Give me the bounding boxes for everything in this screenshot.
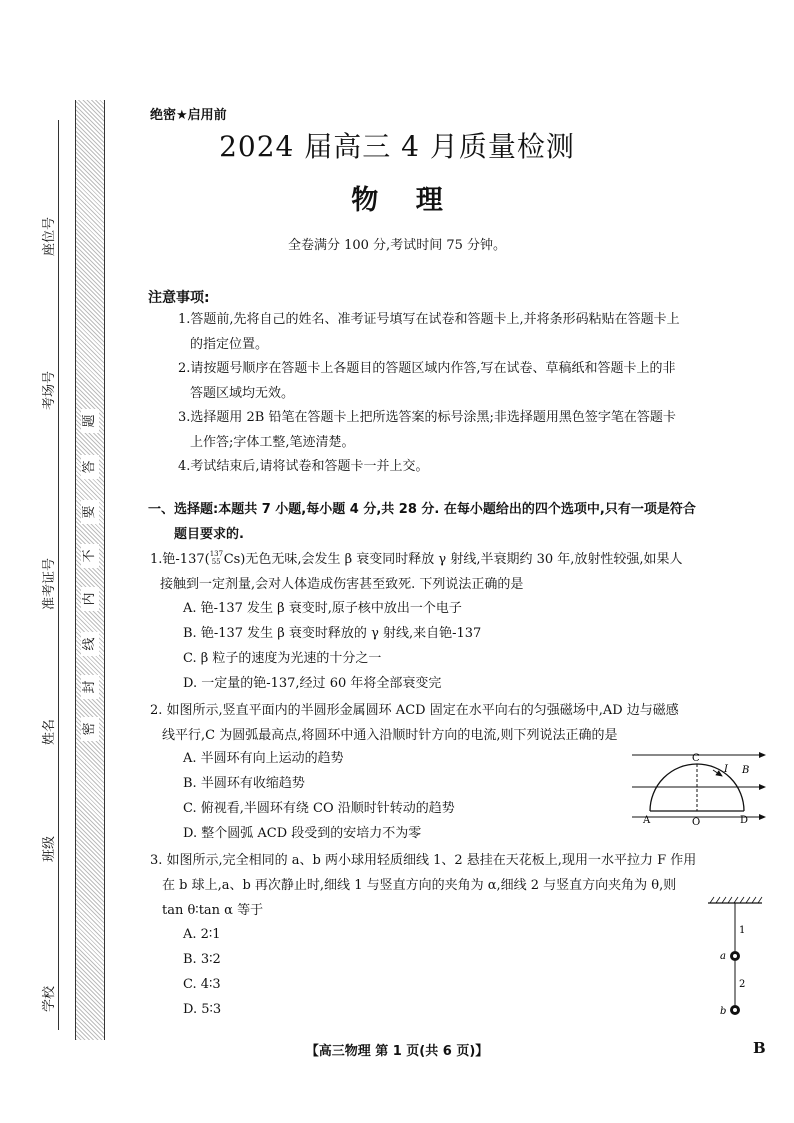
school-label: 学校 <box>42 985 57 1012</box>
q1-option-a: A. 铯-137 发生 β 衰变时,原子核中放出一个电子 <box>183 601 462 616</box>
q3-option-d: D. 5∶3 <box>183 1002 222 1017</box>
seal-char: 要 <box>81 500 99 524</box>
notes-heading: 注意事项: <box>148 290 210 306</box>
q2-text: 2. 如图所示,竖直平面内的半圆形金属圆环 ACD 固定在水平向右的匀强磁场中,AD 边与磁感 <box>150 703 679 718</box>
q1-option-c: C. β 粒子的速度为光速的十分之一 <box>183 651 382 666</box>
q1-option-d: D. 一定量的铯-137,经过 60 年将全部衰变完 <box>183 676 442 691</box>
label-d: D <box>740 815 749 826</box>
label-ball-a: a <box>720 951 726 962</box>
q3-text: 3. 如图所示,完全相同的 a、b 两小球用轻质细线 1、2 悬挂在天花板上,现用一水平拉力 F 作用 <box>150 853 697 868</box>
isotope-mass: 137 <box>209 550 224 558</box>
note-text: 的指定位置。 <box>190 337 269 352</box>
ceiling-hatch <box>710 897 762 903</box>
question-1 <box>150 547 770 597</box>
note-text: 答题前,先将自己的姓名、准考证号填写在试卷和答题卡上,并将条形码粘贴在答题卡上 <box>190 312 680 327</box>
note-number: 2. <box>178 361 191 376</box>
class-label: 班级 <box>42 835 57 862</box>
seal-char: 不 <box>81 544 99 568</box>
label-b: B <box>742 765 750 776</box>
note-number: 1. <box>178 312 191 327</box>
q3-figure <box>700 893 770 1023</box>
note-text: 考试结束后,请将试卷和答题卡一并上交。 <box>190 459 429 474</box>
seat-number-label: 座位号 <box>42 216 57 256</box>
section-line: 一、选择题:本题共 7 小题,每小题 4 分,共 28 分. 在每小题给出的四个选项中,只有一项是符合 <box>148 502 696 517</box>
label-a: A <box>643 815 651 826</box>
q3-option-b: B. 3∶2 <box>183 952 221 967</box>
note-number: 4. <box>178 459 191 474</box>
page-title: 2024 届高三 4 月质量检测 <box>219 130 575 163</box>
label-i: I <box>724 764 728 775</box>
q2-option-b: B. 半圆环有收缩趋势 <box>183 776 305 791</box>
secret-label: 绝密★启用前 <box>150 108 227 123</box>
label-ball-b: b <box>720 1006 727 1017</box>
seal-char: 内 <box>81 587 99 611</box>
question-3 <box>150 848 770 923</box>
seal-char: 封 <box>81 675 99 699</box>
isotope-notation <box>210 551 224 567</box>
note-item <box>178 307 768 357</box>
q1-text: Cs)无色无味,会发生 β 衰变同时释放 γ 射线,半衰期约 30 年,放射性较强,如果人 <box>223 552 683 567</box>
q2-option-c: C. 俯视看,半圆环有绕 CO 沿顺时针转动的趋势 <box>183 801 455 816</box>
exam-room-label: 考场号 <box>42 370 57 410</box>
note-item <box>178 454 768 479</box>
section-line: 题目要求的. <box>174 527 244 542</box>
seal-char: 线 <box>81 632 99 656</box>
q2-text: 线平行,C 为圆弧最高点,将圆环中通入沿顺时针方向的电流,则下列说法正确的是 <box>162 728 618 743</box>
note-item <box>178 405 768 455</box>
q3-text: 在 b 球上,a、b 再次静止时,细线 1 与竖直方向的夹角为 α,细线 2 与竖直方向夹角为 θ,则 <box>162 878 677 893</box>
q1-option-b: B. 铯-137 发生 β 衰变时释放的 γ 射线,来自铯-137 <box>183 626 482 641</box>
subject-title: 物 理 <box>351 185 443 216</box>
binding-line <box>58 120 59 1030</box>
note-text: 上作答;字体工整,笔迹清楚。 <box>190 435 355 450</box>
isotope-z: 55 <box>211 558 221 566</box>
q2-figure <box>630 745 770 830</box>
label-o: O <box>692 817 701 828</box>
q2-option-d: D. 整个圆弧 ACD 段受到的安培力不为零 <box>183 826 422 841</box>
page-footer: 【高三物理 第 1 页(共 6 页)】 <box>305 1044 489 1059</box>
question-2 <box>150 698 770 748</box>
q3-text: tan θ∶tan α 等于 <box>162 903 264 918</box>
name-label: 姓名 <box>42 718 57 745</box>
label-string-2: 2 <box>739 979 746 990</box>
admission-number-label: 准考证号 <box>42 557 57 610</box>
q1-text: 1.铯-137( <box>150 552 210 567</box>
paper-version: B <box>753 1039 766 1057</box>
label-string-1: 1 <box>739 925 746 936</box>
note-text: 请按题号顺序在答题卡上各题目的答题区域内作答,写在试卷、草稿纸和答题卡上的非 <box>190 361 676 376</box>
note-text: 答题区域均无效。 <box>190 386 295 401</box>
q1-text: 接触到一定剂量,会对人体造成伤害甚至致死. 下列说法正确的是 <box>160 577 524 592</box>
score-line: 全卷满分 100 分,考试时间 75 分钟。 <box>287 238 507 253</box>
seal-char: 密 <box>81 717 99 741</box>
seal-char: 答 <box>81 455 99 479</box>
q3-option-c: C. 4∶3 <box>183 977 221 992</box>
section-heading <box>148 497 773 547</box>
note-item <box>178 356 768 406</box>
seal-char: 题 <box>81 409 99 433</box>
q3-option-a: A. 2∶1 <box>183 927 221 942</box>
q2-option-a: A. 半圆环有向上运动的趋势 <box>183 751 344 766</box>
note-number: 3. <box>178 410 191 425</box>
note-text: 选择题用 2B 铅笔在答题卡上把所选答案的标号涂黑;非选择题用黑色签字笔在答题卡 <box>190 410 676 425</box>
label-c: C <box>692 753 700 764</box>
